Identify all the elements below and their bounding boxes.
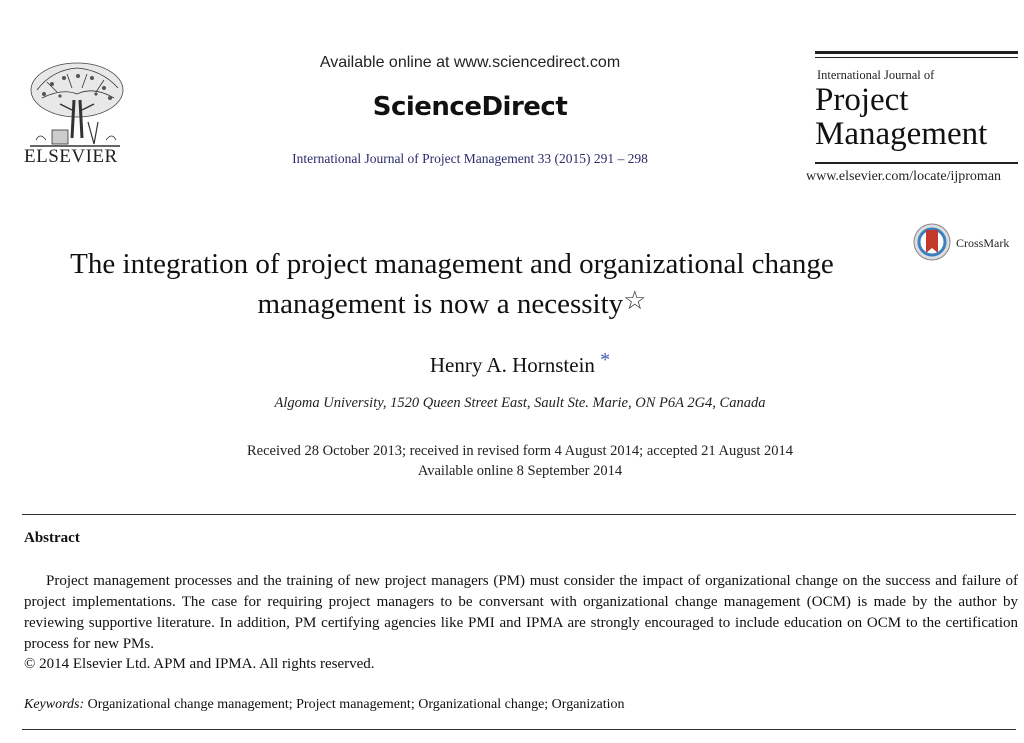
author-affiliation: Algoma University, 1520 Queen Street East, Sault Ste. Marie, ON P6A 2G4, Canada — [274, 395, 766, 411]
abstract-body: Project management processes and the training of new project managers (PM) must consider the impact of organizational change on the success and failure of project implementations. The case for requiring project managers to be conversant with organizational change management (OCM) is made by the author by reviewing supportive literature. In addition, PM certifying agencies like PMI and IPMA are strongly encouraged to include education on OCM to the certification process for new PMs. — [24, 573, 1018, 652]
author-line — [0, 349, 1024, 378]
journal-big-title-line2: Management — [815, 116, 988, 152]
article-title-line2-text: management is now a necessity — [257, 288, 624, 320]
journal-title-box — [815, 51, 1018, 163]
title-footnote-star-icon[interactable]: ☆ — [623, 286, 647, 315]
author-name: Henry A. Hornstein — [429, 353, 595, 377]
keywords-line — [24, 697, 625, 713]
abstract-divider-top — [22, 514, 1016, 515]
available-online-text[interactable]: Available online at www.sciencedirect.com — [319, 54, 621, 71]
abstract-heading: Abstract — [24, 530, 80, 546]
keywords-list: Organizational change management; Project management; Organizational change; Organization — [87, 697, 625, 712]
abstract-divider-bottom — [22, 729, 1016, 730]
journal-big-title-line1: Project — [815, 82, 909, 118]
article-title-line1: The integration of project management and organizational change — [70, 248, 834, 280]
journal-citation[interactable]: International Journal of Project Management 33 (2015) 291 – 298 — [292, 151, 648, 166]
keywords-label: Keywords: — [24, 697, 85, 712]
crossmark-label[interactable]: CrossMark — [956, 236, 1010, 250]
publisher-name: ELSEVIER — [24, 146, 118, 167]
sciencedirect-brand[interactable]: ScienceDirect — [372, 92, 568, 122]
available-online-date: Available online 8 September 2014 — [417, 463, 623, 479]
corresponding-author-mark[interactable]: * — [600, 349, 611, 371]
article-history-dates: Received 28 October 2013; received in revised form 4 August 2014; accepted 21 August 2014 — [246, 443, 794, 459]
journal-box-rule-thin — [815, 57, 1018, 58]
crossmark-icon[interactable] — [913, 223, 951, 261]
journal-box-rule-bottom — [815, 162, 1018, 164]
journal-box-rule-top — [815, 51, 1018, 54]
journal-small-title: International Journal of — [817, 68, 935, 82]
article-title-line2 — [0, 286, 904, 321]
copyright-notice: © 2014 Elsevier Ltd. APM and IPMA. All rights reserved. — [24, 656, 375, 672]
journal-url-link[interactable]: www.elsevier.com/locate/ijproman — [806, 169, 1002, 184]
